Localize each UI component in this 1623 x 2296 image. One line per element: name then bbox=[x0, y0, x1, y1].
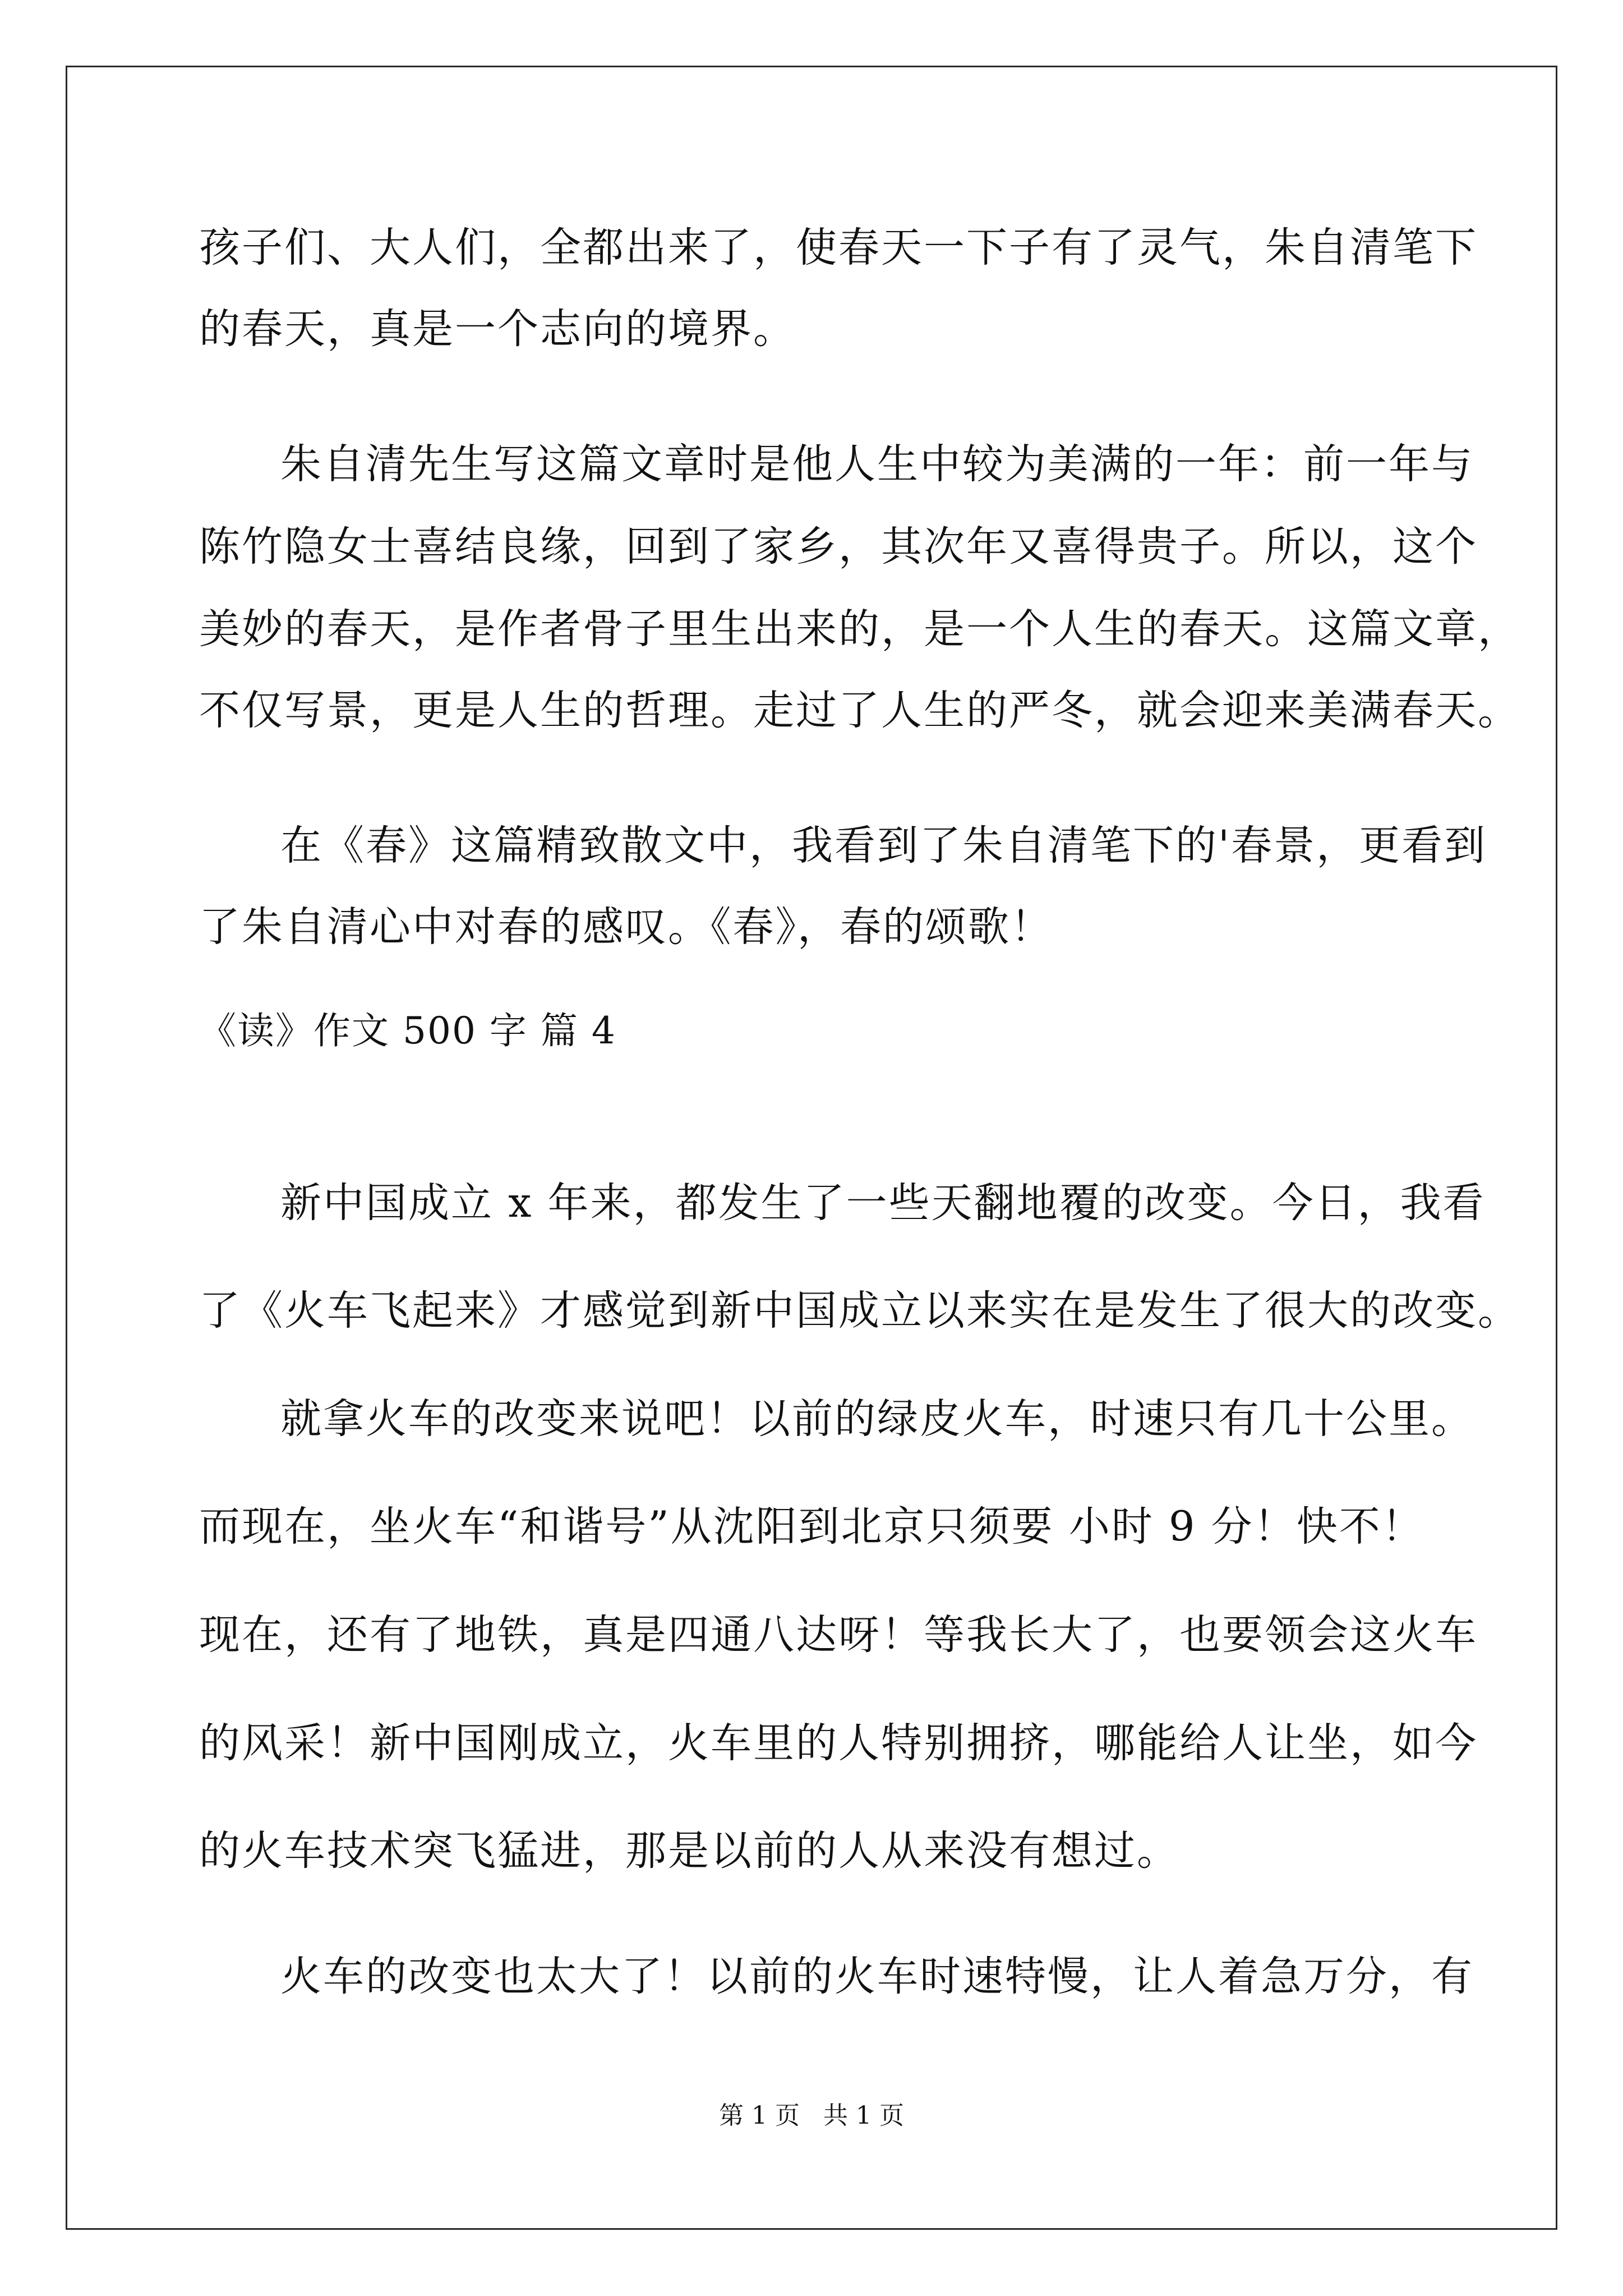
page-border bbox=[66, 66, 1557, 2230]
text-line: 孩子们、大人们，全都出来了，使春天一下子有了灵气，朱自清笔下 bbox=[199, 224, 1478, 272]
paragraph-start-line: 新中国成立 x 年来，都发生了一些天翻地覆的改变。今日，我看 bbox=[280, 1179, 1486, 1227]
text-line: 美妙的春天，是作者骨子里生出来的，是一个人生的春天。这篇文章， bbox=[199, 605, 1520, 653]
text-line: 现在，还有了地铁，真是四通八达呀！等我长大了，也要领会这火车 bbox=[199, 1611, 1478, 1659]
text-line: 而现在，坐火车“和谐号”从沈阳到北京只须要 小时 9 分！快不！ bbox=[199, 1503, 1424, 1550]
page-footer: 第 1 页 共 1 页 bbox=[719, 2101, 904, 2130]
text-line: 了朱自清心中对春的感叹。《春》，春的颂歌！ bbox=[199, 903, 1053, 951]
text-line: 了《火车飞起来》才感觉到新中国成立以来实在是发生了很大的改变。 bbox=[199, 1287, 1520, 1335]
text-line: 不仅写景，更是人生的哲理。走过了人生的严冬，就会迎来美满春天。 bbox=[199, 687, 1520, 734]
text-line: 陈竹隐女士喜结良缘，回到了家乡，其次年又喜得贵子。所以，这个 bbox=[199, 523, 1478, 570]
text-line: 的风采！新中国刚成立，火车里的人特别拥挤，哪能给人让坐，如今 bbox=[199, 1719, 1478, 1767]
paragraph-start-line: 就拿火车的改变来说吧！以前的绿皮火车，时速只有几十公里。 bbox=[280, 1395, 1474, 1443]
text-line: 的春天，真是一个志向的境界。 bbox=[199, 305, 796, 353]
paragraph-start-line: 火车的改变也太大了！以前的火车时速特慢，让人着急万分，有 bbox=[280, 1953, 1474, 2000]
section-heading: 《读》作文 500 字 篇 4 bbox=[199, 1009, 616, 1052]
paragraph-start-line: 朱自清先生写这篇文章时是他人生中较为美满的一年：前一年与 bbox=[280, 440, 1474, 488]
text-line: 的火车技术突飞猛进，那是以前的人从来没有想过。 bbox=[199, 1827, 1179, 1875]
paragraph-start-line: 在《春》这篇精致散文中，我看到了朱自清笔下的'春景，更看到 bbox=[280, 822, 1487, 869]
